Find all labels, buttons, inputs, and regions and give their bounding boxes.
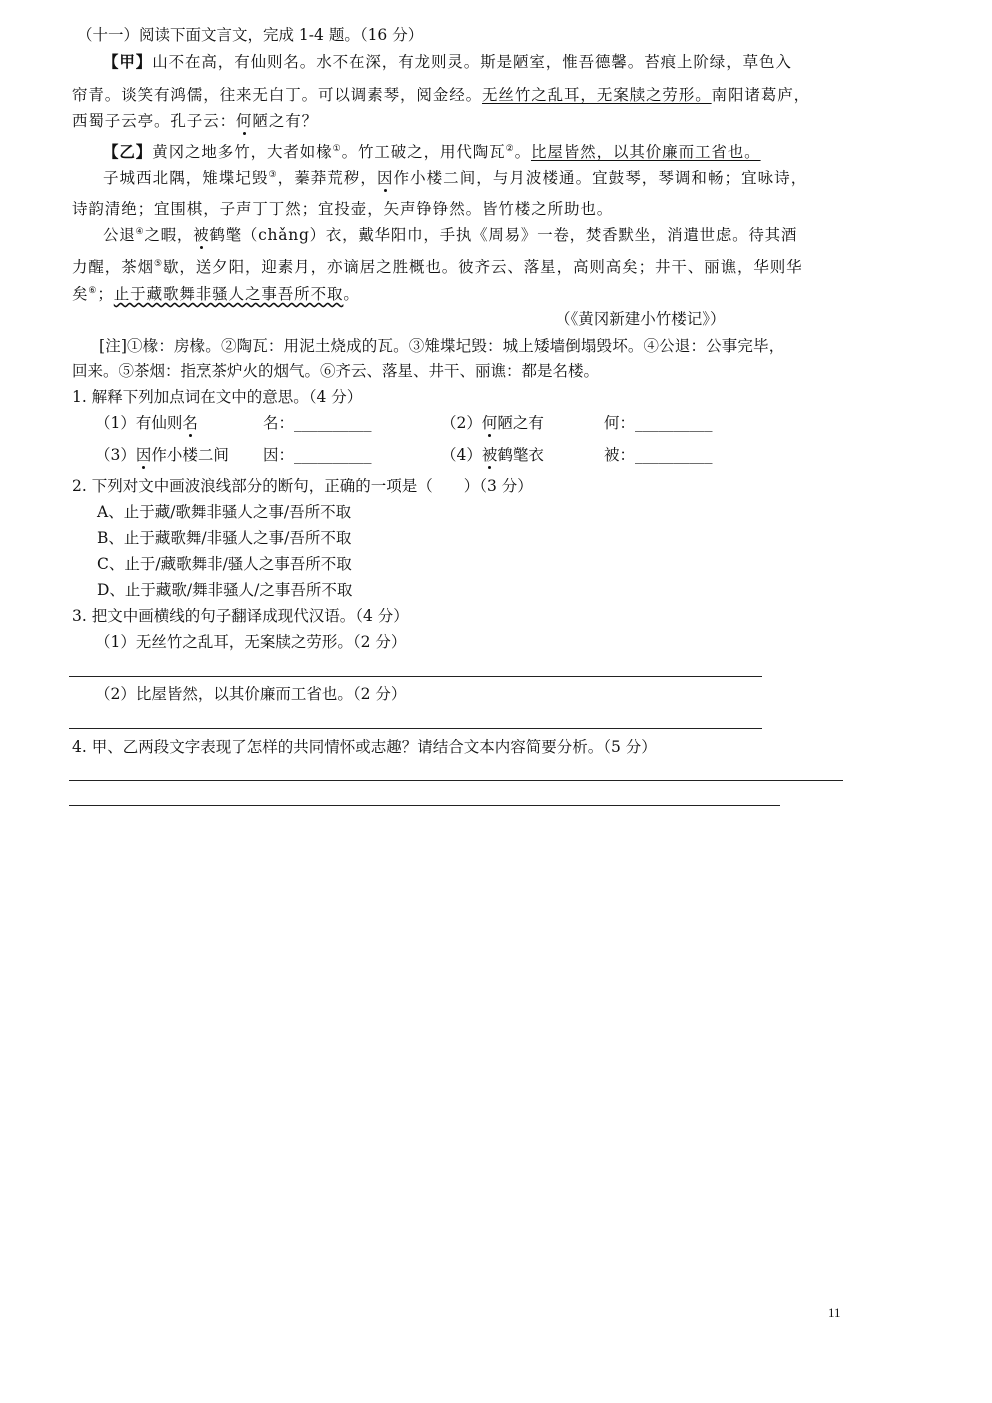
annotation-line-2: 回来。⑤茶烟：指烹茶炉火的烟气。⑥齐云、落星、井干、丽谯：都是名楼。 — [72, 362, 600, 380]
passage-yi-line2: 子城西北隅，雉堞圮毁③，蓁莽荒秽，因作小楼二间，与月波楼通。宜鼓琴，琴调和畅；宜咏诗， — [103, 169, 808, 187]
q1-item-3-answer[interactable]: 因：__________ — [263, 446, 372, 464]
answer-blank-4[interactable]: __________ — [635, 446, 713, 464]
passage-yi-line3: 诗韵清绝；宜围棋，子声丁丁然；宜投壶，矢声铮铮然。皆竹楼之所助也。 — [72, 200, 614, 218]
passage-yi-text6c: 。 — [343, 285, 360, 303]
passage-yi-text1a: 黄冈之地多竹，大者如椽 — [152, 143, 333, 161]
note-marker-1: ① — [332, 144, 342, 154]
section-heading: （十一）阅读下面文言文，完成 1-4 题。（16 分） — [77, 26, 424, 44]
q1-item-2: （2）何陋之有 — [441, 414, 544, 432]
passage-yi-text6b: ； — [97, 285, 114, 303]
question-4-stem: 4. 甲、乙两段文字表现了怎样的共同情怀或志趣？请结合文本内容简要分析。（5 分） — [72, 738, 657, 756]
note-marker-3: ③ — [268, 170, 278, 180]
passage-yi-line6 — [72, 284, 360, 304]
q1-item-4: （4）被鹤氅衣 — [441, 446, 544, 464]
q3-sentence-2: （2）比屋皆然，以其价廉而工省也。（2 分） — [95, 685, 407, 703]
question-3-stem: 3. 把文中画横线的句子翻译成现代汉语。（4 分） — [72, 607, 409, 625]
note-marker-4: ④ — [135, 227, 145, 237]
question-1-stem: 1. 解释下列加点词在文中的意思。（4 分） — [72, 388, 363, 406]
annotation-line-1: [注]①椽：房椽。②陶瓦：用泥土烧成的瓦。③雉堞圮毁：城上矮墙倒塌毁坏。④公退：公事完毕， — [99, 337, 785, 355]
passage-yi-line1 — [103, 142, 761, 162]
page-number: 11 — [828, 1305, 841, 1320]
passage-yi-text1b: 。竹工破之，用代陶瓦 — [341, 143, 506, 161]
passage-jia-line2 — [72, 85, 810, 105]
q1-item-1-answer[interactable]: 名：__________ — [263, 414, 372, 432]
q2-option-b[interactable]: B、止于藏歌舞/非骚人之事/吾所不取 — [97, 529, 352, 547]
source-citation: （《黄冈新建小竹楼记》） — [555, 310, 726, 328]
note-marker-2: ② — [505, 144, 515, 154]
q1-item-1: （1）有仙则名 — [95, 414, 198, 432]
q1-item-3: （3）因作小楼二间 — [95, 446, 229, 464]
passage-yi-mark: 【乙】 — [103, 142, 153, 161]
passage-yi-text1c: 。 — [514, 143, 531, 161]
q1-item-4-dotted: 被 — [481, 446, 498, 464]
q2-option-d[interactable]: D、止于藏歌/舞非骚人/之事吾所不取 — [97, 581, 353, 599]
dotted-char-yin: 因 — [376, 169, 394, 187]
q3-answer-line-1[interactable] — [69, 676, 762, 677]
question-2-stem: 2. 下列对文中画波浪线部分的断句，正确的一项是（ ）（3 分） — [72, 477, 533, 495]
underlined-sentence-2: 比屋皆然，以其价廉而工省也。 — [530, 143, 761, 161]
passage-yi-text6a: 矣 — [72, 285, 89, 303]
answer-blank-3[interactable]: __________ — [294, 446, 372, 464]
passage-yi-text5b: 歇，送夕阳，迎素月，亦谪居之胜概也。彼齐云、落星，高则高矣；井干、丽谯，华则华 — [162, 258, 803, 276]
passage-jia-line1 — [103, 52, 792, 72]
passage-yi-line5 — [72, 257, 803, 277]
passage-jia-text1: 山不在高，有仙则名。水不在深，有龙则灵。斯是陋室，惟吾德馨。苔痕上阶绿，草色入 — [152, 53, 792, 71]
dotted-char-bei: 被 — [193, 226, 210, 244]
note-marker-6: ⑥ — [88, 286, 98, 296]
passage-yi-text2a: 子城西北隅，雉堞圮毁 — [103, 169, 269, 187]
passage-jia-text2b: 南阳诸葛庐， — [711, 86, 811, 104]
passage-jia-mark: 【甲】 — [103, 52, 153, 71]
q3-answer-line-2[interactable] — [69, 728, 762, 729]
underlined-sentence-1: 无丝竹之乱耳，无案牍之劳形。 — [482, 86, 712, 104]
q2-option-c[interactable]: C、止于/藏歌舞非/骚人之事吾所不取 — [97, 555, 352, 573]
passage-yi-text4a: 公退 — [103, 226, 136, 244]
q1-item-4-answer[interactable]: 被：__________ — [604, 446, 713, 464]
passage-jia-line3: 西蜀子云亭。孔子云：何陋之有？ — [72, 112, 319, 130]
dotted-char-he: 何 — [236, 112, 253, 130]
q1-item-2-answer[interactable]: 何：__________ — [604, 414, 713, 432]
q1-item-1-dotted: 名 — [182, 414, 198, 432]
q3-sentence-1: （1）无丝竹之乱耳，无案牍之劳形。（2 分） — [95, 633, 407, 651]
note-marker-5: ⑤ — [154, 259, 163, 269]
q4-answer-line-1[interactable] — [69, 780, 843, 781]
wavy-underlined-sentence: 止于藏歌舞非骚人之事吾所不取 — [113, 285, 344, 303]
passage-yi-line4: 公退④之暇，被鹤氅（chǎng）衣，戴华阳巾，手执《周易》一卷，焚香默坐，消遣世虑。待其酒 — [103, 226, 798, 244]
passage-jia-text2: 帘青。谈笑有鸿儒，往来无白丁。可以调素琴，阅金经。 — [72, 86, 483, 104]
q1-item-3-dotted: 因 — [135, 446, 152, 464]
q2-option-a[interactable]: A、止于藏/歌舞非骚人之事/吾所不取 — [97, 503, 352, 521]
q1-item-2-dotted: 何 — [481, 414, 498, 432]
answer-blank-2[interactable]: __________ — [635, 414, 713, 432]
answer-blank-1[interactable]: __________ — [294, 414, 372, 432]
passage-yi-text5a: 力醒，茶烟 — [72, 258, 155, 276]
q4-answer-line-2[interactable] — [69, 805, 780, 806]
